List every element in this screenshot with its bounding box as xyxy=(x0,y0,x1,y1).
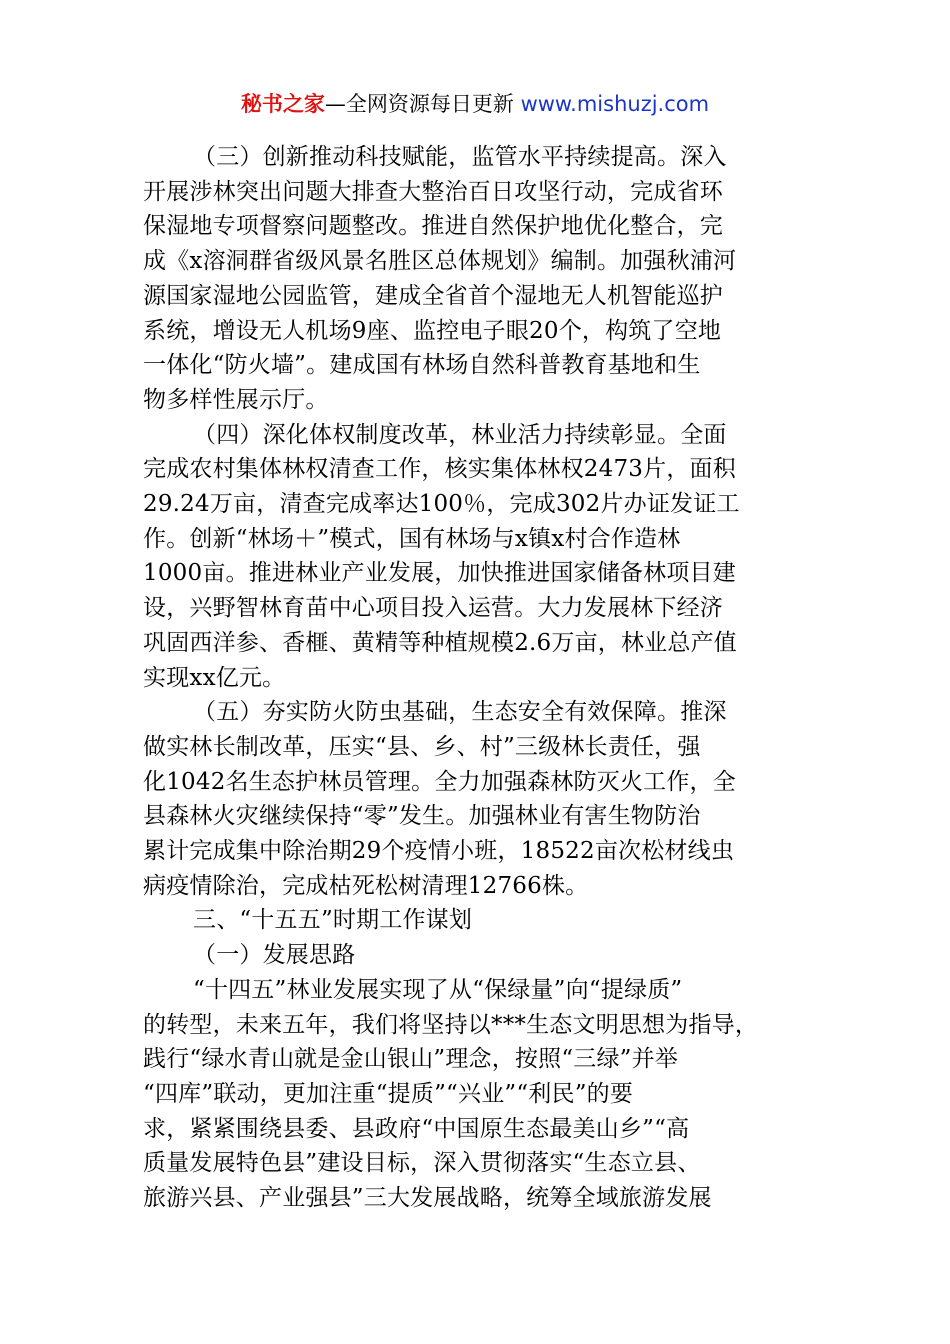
paragraph-3-heading-line: （三）创新推动科技赋能，监管水平持续提高。深入 xyxy=(193,144,727,170)
text-line: 求，紧紧围绕县委、县政府“中国原生态最美山乡”“高 xyxy=(143,1115,690,1142)
paragraph-5-heading-line: （五）夯实防火防虫基础，生态安全有效保障。推深 xyxy=(193,699,727,726)
section-heading: 三、“十五五”时期工作谋划 xyxy=(193,907,473,934)
text-line: 物多样性展示厅。 xyxy=(143,386,329,413)
text-line: 源国家湿地公园监管，建成全省首个湿地无人机智能巡护 xyxy=(143,282,723,309)
text-line: 病疫情除治，完成枯死松树清理12766株。 xyxy=(143,872,589,899)
text-line: 1000亩。推进林业产业发展，加快推进国家储备林项目建 xyxy=(143,560,736,587)
text-line: 做实林长制改革，压实“县、乡、村”三级林长责任，强 xyxy=(143,733,701,760)
text-line: 旅游兴县、产业强县”三大发展战略，统筹全域旅游发展 xyxy=(143,1185,712,1212)
text-line: 成《x溶洞群省级风景名胜区总体规划》编制。加强秋浦河 xyxy=(143,248,737,275)
text-line: 质量发展特色县”建设目标，深入贯彻落实“生态立县、 xyxy=(143,1150,701,1177)
text-line: 完成农村集体林权清查工作，核实集体林权2473片，面积 xyxy=(143,456,736,483)
text-line: 累计完成集中除治期29个疫情小班，18522亩次松材线虫 xyxy=(143,838,735,865)
text-line: 开展涉林突出问题大排查大整治百日攻坚行动，完成省环 xyxy=(143,178,723,205)
site-tagline: —全网资源每日更新 xyxy=(324,92,521,116)
text-line: 巩固西洋参、香榧、黄精等种植规模2.6万亩，林业总产值 xyxy=(143,629,737,656)
site-brand: 秘书之家 xyxy=(240,92,325,116)
text-line: 29.24万亩，清查完成率达100％，完成302片办证发证工 xyxy=(143,491,740,518)
text-line: 化1042名生态护林员管理。全力加强森林防灭火工作，全 xyxy=(143,768,736,795)
text-line: 作。创新“林场＋”模式，国有林场与x镇x村合作造林 xyxy=(143,525,681,552)
text-line: 系统，增设无人机场9座、监控电子眼20个，构筑了空地 xyxy=(143,317,722,344)
text-line: 践行“绿水青山就是金山银山”理念，按照“三绿”并举 xyxy=(143,1046,679,1073)
text-line: 保湿地专项督察问题整改。推进自然保护地优化整合，完 xyxy=(143,213,723,240)
text-line: “十四五”林业发展实现了从“保绿量”向“提绿质” xyxy=(193,976,683,1003)
text-line: 一体化“防火墙”。建成国有林场自然科普教育基地和生 xyxy=(143,352,701,379)
text-line: 设，兴野智林育苗中心项目投入运营。大力发展林下经济 xyxy=(143,595,723,622)
document-body xyxy=(143,140,811,1216)
subsection-heading: （一）发展思路 xyxy=(193,942,356,969)
text-line: 县森林火灾继续保持“零”发生。加强林业有害生物防治 xyxy=(143,803,701,830)
site-banner xyxy=(0,88,950,120)
text-line: 的转型，未来五年，我们将坚持以***生态文明思想为指导， xyxy=(143,1011,759,1038)
paragraph-4-heading-line: （四）深化体权制度改革，林业活力持续彰显。全面 xyxy=(193,421,727,448)
text-line: “四库”联动，更加注重“提质”“兴业”“利民”的要 xyxy=(143,1080,634,1107)
text-line: 实现xx亿元。 xyxy=(143,664,286,691)
site-url-link[interactable]: www.mishuzj.com xyxy=(520,92,710,116)
